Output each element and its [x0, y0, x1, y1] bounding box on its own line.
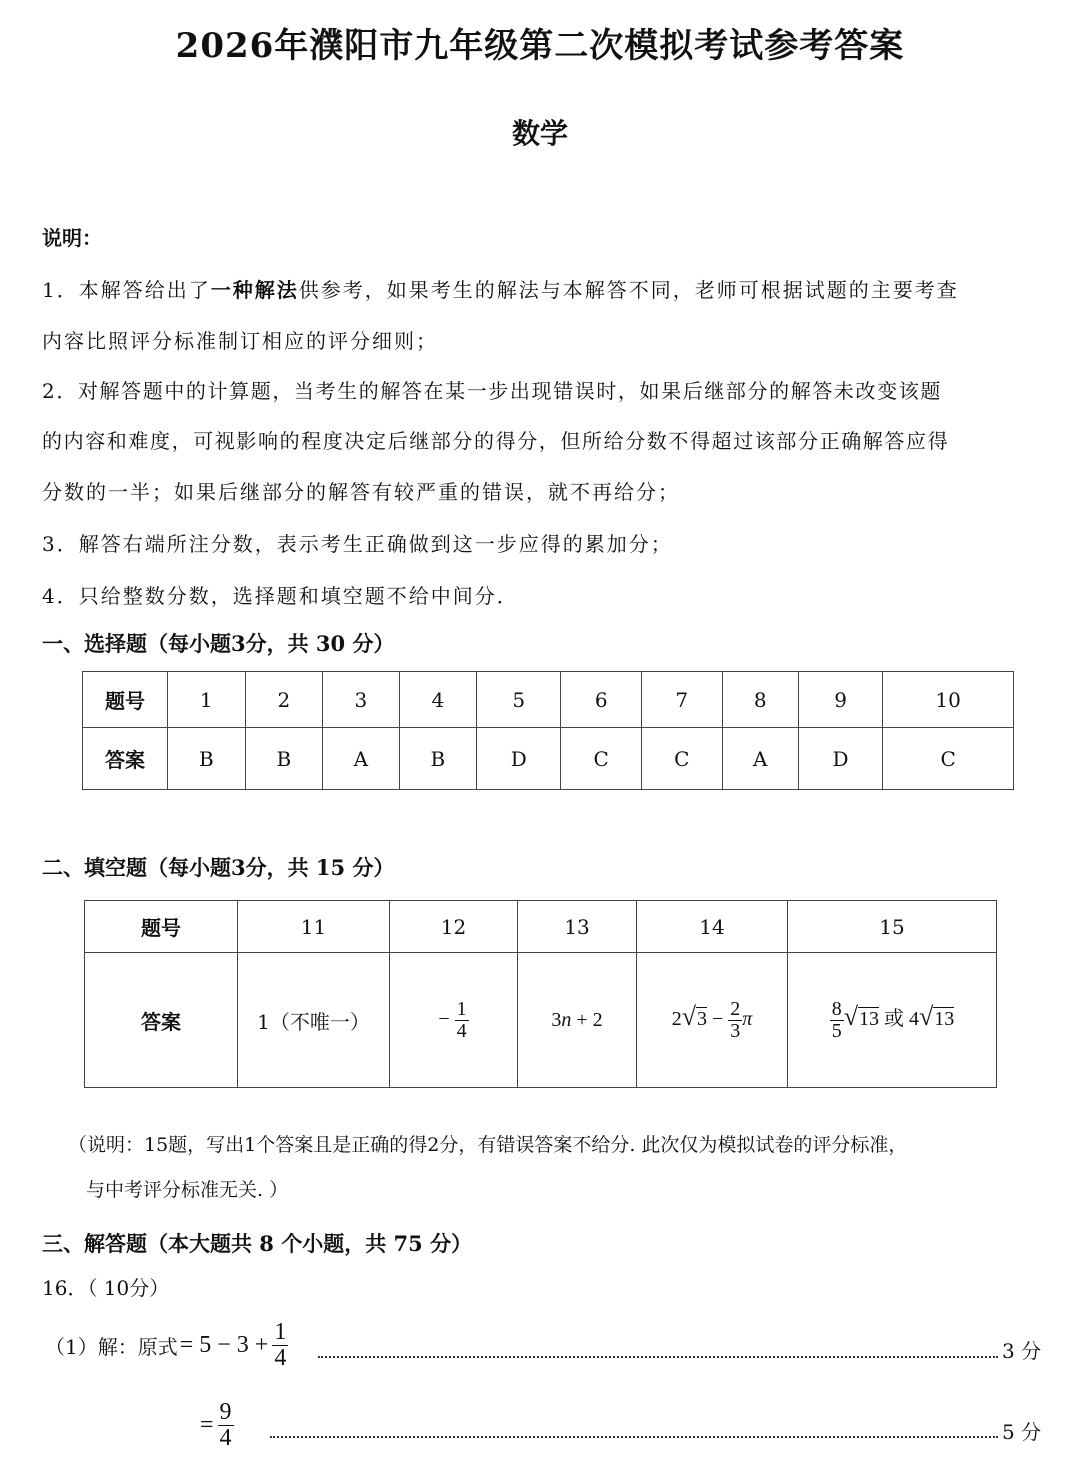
answer-15 [788, 953, 997, 1088]
question-number: 13 [518, 901, 637, 953]
fraction-numerator: 9 [219, 1399, 232, 1425]
radicand: 13 [934, 1007, 955, 1030]
fraction [218, 1400, 234, 1451]
radical-sign: √ [919, 1001, 934, 1031]
step-1-score: 3 分 [1002, 1339, 1042, 1363]
fill-note-line-2: 与中考评分标准无关. ） [86, 1179, 289, 1201]
fraction-numerator: 8 [831, 997, 842, 1020]
answer-13 [518, 953, 637, 1088]
solution-step-2 [200, 1400, 234, 1451]
equals-sign: = [200, 1412, 214, 1439]
row-label-answer: 答案 [83, 728, 168, 790]
subject-title: 数学 [511, 117, 568, 150]
section-3-heading: 三、解答题（本大题共 8 个小题，共 75 分） [42, 1231, 473, 1256]
minus-sign: − [438, 1007, 450, 1030]
note-2-line-3: 分数的一半；如果后继部分的解答有较严重的错误，就不再给分； [42, 480, 680, 504]
answer-cell: A [323, 728, 399, 790]
note-3: 3．解答右端所注分数，表示考生正确做到这一步应得的累加分； [42, 532, 673, 556]
question-number: 2 [245, 672, 323, 728]
fill-number-row [85, 901, 997, 953]
row-label-answer: 答案 [85, 953, 238, 1088]
fill-blank-table [84, 900, 997, 1088]
fraction-numerator: 1 [456, 997, 467, 1020]
answer-cell: D [798, 728, 882, 790]
fraction [830, 999, 844, 1042]
choice-number-row [83, 672, 1014, 728]
answer-cell: B [399, 728, 477, 790]
fill-note-line-1: （说明：15题，写出1个答案且是正确的得2分，有错误答案不给分. 此次仅为模拟试卷的评分标准， [68, 1134, 908, 1156]
question-number: 5 [477, 672, 561, 728]
fraction [455, 999, 469, 1042]
answer-14 [637, 953, 788, 1088]
question-16-label: 16．（ 10分） [42, 1276, 170, 1300]
question-number: 15 [788, 901, 997, 953]
radicand: 13 [859, 1007, 879, 1030]
note-1-pre: 1．本解答给出了 [42, 278, 211, 302]
note-1-line-1 [42, 274, 959, 303]
fraction-denominator: 4 [456, 1019, 467, 1042]
question-number: 3 [323, 672, 399, 728]
step-2-score: 5 分 [1002, 1420, 1042, 1444]
coefficient: 4 [909, 1007, 919, 1030]
expression-rest: + 2 [576, 1008, 603, 1031]
answer-cell: A [722, 728, 798, 790]
fraction [728, 999, 742, 1042]
question-number: 8 [722, 672, 798, 728]
question-number: 1 [168, 672, 246, 728]
answer-cell: C [883, 728, 1014, 790]
note-2-line-1: 2．对解答题中的计算题，当考生的解答在某一步出现错误时，如果后继部分的解答未改变该题 [42, 379, 942, 403]
question-number: 10 [883, 672, 1014, 728]
note-2-line-2: 的内容和难度，可视影响的程度决定后继部分的得分，但所给分数不得超过该部分正确解答应得 [42, 429, 950, 453]
minus-sign: − [711, 1007, 724, 1030]
note-4: 4．只给整数分数，选择题和填空题不给中间分． [42, 584, 519, 608]
choice-answer-row [83, 728, 1014, 790]
answer-11: 1（不唯一） [238, 953, 390, 1088]
question-number: 14 [637, 901, 788, 953]
answer-cell: C [641, 728, 722, 790]
variable: n [561, 1008, 572, 1031]
fraction-numerator: 1 [274, 1319, 287, 1345]
dotted-leader [318, 1356, 998, 1358]
question-number: 4 [399, 672, 477, 728]
answer-cell: C [561, 728, 642, 790]
row-label-number: 题号 [85, 901, 238, 953]
answer-cell: B [245, 728, 323, 790]
step-1-expression: = 5 − 3 + [179, 1332, 269, 1359]
radical-sign: √ [843, 1001, 858, 1031]
coefficient: 3 [551, 1008, 562, 1031]
question-number: 11 [238, 901, 390, 953]
radicand: 3 [696, 1007, 707, 1030]
choice-answer-table [82, 671, 1014, 790]
fraction-denominator: 4 [274, 1345, 287, 1372]
note-1-post: 供参考，如果考生的解法与本解答不同，老师可根据试题的主要考查 [298, 278, 959, 302]
pi-symbol: π [742, 1007, 753, 1030]
step-1-prefix: （1）解：原式 [45, 1335, 178, 1360]
fraction-denominator: 5 [831, 1019, 842, 1042]
fraction-numerator: 2 [730, 997, 741, 1020]
section-2-heading: 二、填空题（每小题3分，共 15 分） [42, 855, 395, 880]
or-word: 或 [884, 1005, 904, 1030]
row-label-number: 题号 [83, 672, 168, 728]
question-number: 12 [390, 901, 518, 953]
question-number: 6 [561, 672, 642, 728]
fraction [272, 1320, 288, 1371]
note-1-bold: 一种解法 [210, 278, 299, 302]
page-title: 2026年濮阳市九年级第二次模拟考试参考答案 [175, 26, 905, 66]
fraction-denominator: 3 [730, 1019, 741, 1042]
answer-cell: B [168, 728, 246, 790]
radical-sign: √ [681, 1001, 696, 1031]
solution-step-1 [45, 1320, 288, 1371]
fill-answer-row [85, 953, 997, 1088]
fraction-denominator: 4 [219, 1425, 232, 1452]
answer-cell: D [477, 728, 561, 790]
section-1-heading: 一、选择题（每小题3分，共 30 分） [42, 631, 395, 656]
note-1-line-2: 内容比照评分标准制订相应的评分细则； [42, 329, 438, 353]
question-number: 9 [798, 672, 882, 728]
coefficient: 2 [671, 1007, 682, 1030]
dotted-leader [270, 1436, 998, 1438]
notes-heading: 说明： [42, 226, 102, 250]
answer-12 [390, 953, 518, 1088]
question-number: 7 [641, 672, 722, 728]
